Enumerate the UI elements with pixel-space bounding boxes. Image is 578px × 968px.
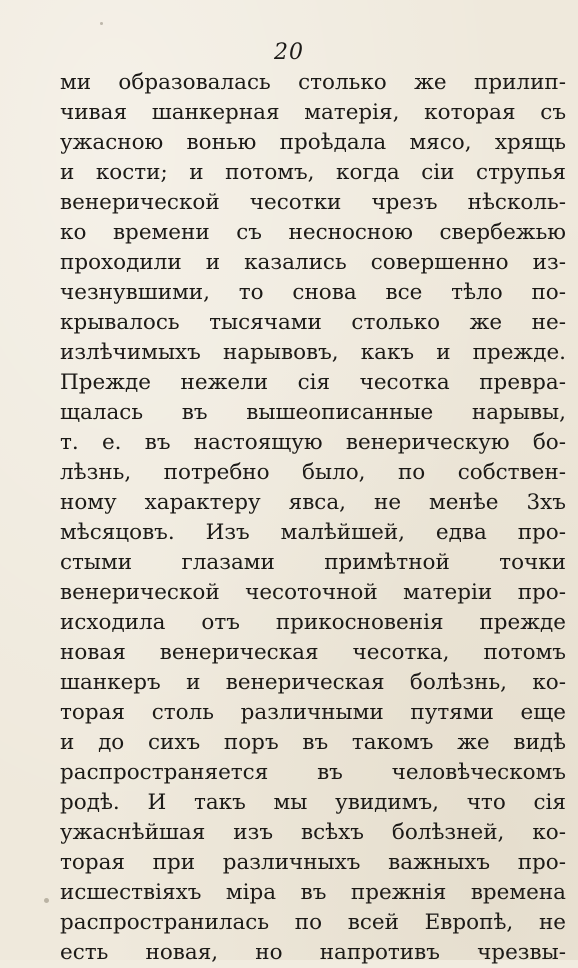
text-line: излѣчимыхъ нарывовъ, какъ и прежде. <box>60 340 566 365</box>
text-line: ми образовалась столько же прилип- <box>60 70 566 95</box>
text-line: стыми глазами примѣтной точки <box>60 550 566 575</box>
page-text <box>60 68 566 968</box>
page-number: 20 <box>274 40 304 65</box>
text-line: торая при различныхъ важныхъ про- <box>60 850 566 875</box>
ink-speck <box>44 898 49 903</box>
text-line: торая столь различными путями еще <box>60 700 566 725</box>
text-line: ужасною вонью проѣдала мясо, хрящь <box>60 130 566 155</box>
text-line: лѣзнь, потребно было, по собствен- <box>60 460 566 485</box>
text-line: ко времени съ несносною свербежью <box>60 220 566 245</box>
text-line: и до сихъ поръ въ такомъ же видѣ <box>60 730 566 755</box>
text-line: чивая шанкерная матерія, которая съ <box>60 100 566 125</box>
text-line: Прежде нежели сія чесотка превра- <box>60 370 566 395</box>
ink-speck <box>150 320 152 322</box>
text-line: распространяется въ человѣческомъ <box>60 760 566 785</box>
text-line: мѣсяцовъ. Изъ малѣйшей, едва про- <box>60 520 566 545</box>
text-line: и кости; и потомъ, когда сіи струпья <box>60 160 566 185</box>
text-line: щалась въ вышеописанные нарывы, <box>60 400 566 425</box>
text-line: новая венерическая чесотка, потомъ <box>60 640 566 665</box>
text-line: крывалось тысячами столько же не- <box>60 310 566 335</box>
text-line: шанкеръ и венерическая болѣзнь, ко- <box>60 670 566 695</box>
text-line: есть новая, но напротивъ чрезвы- <box>60 940 566 965</box>
text-line: венерической чесотки чрезъ нѣсколь- <box>60 190 566 215</box>
text-line: исходила отъ прикосновенія прежде <box>60 610 566 635</box>
text-line: т. е. въ настоящую венерическую бо- <box>60 430 566 455</box>
text-line: ному характеру явса, не менѣе 3хъ <box>60 490 566 515</box>
text-line: проходили и казались совершенно из- <box>60 250 566 275</box>
text-line: родѣ. И такъ мы увидимъ, что сія <box>60 790 566 815</box>
text-line: распространилась по всей Европѣ, не <box>60 910 566 935</box>
text-line: исшествіяхъ міра въ прежнія времена <box>60 880 566 905</box>
text-line: ужаснѣйшая изъ всѣхъ болѣзней, ко- <box>60 820 566 845</box>
text-line: чезнувшими, то снова все тѣло по- <box>60 280 566 305</box>
text-line: венерической чесоточной матеріи про- <box>60 580 566 605</box>
ink-speck <box>100 22 103 25</box>
